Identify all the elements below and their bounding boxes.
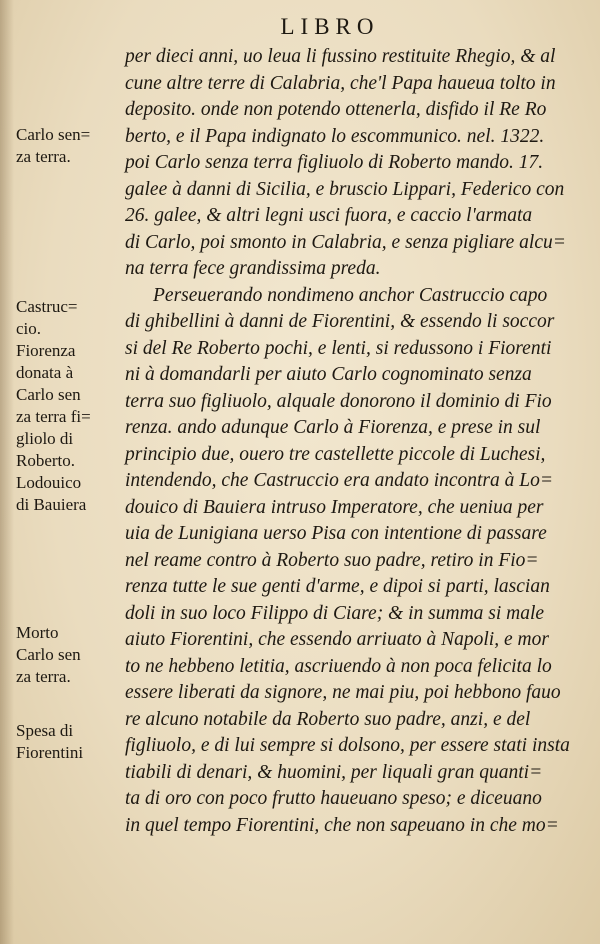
text-line: di Carlo, poi smonto in Calabria, e senza pigliare alcu= (125, 231, 566, 253)
margin-note-line: za terra. (16, 667, 71, 686)
text-line: poi Carlo senza terra figliuolo di Roberto mando. 17. (125, 152, 544, 173)
margin-note-line: Castruc= (16, 297, 78, 316)
margin-note-line: Roberto. (16, 451, 76, 470)
text-line: douico di Bauiera intruso Imperatore, che ueniua per (125, 496, 544, 518)
text-line: galee à danni di Sicilia, e bruscio Lippari, Federico con (125, 178, 565, 200)
margin-note-spesa-fiorentini (16, 720, 83, 764)
text-line: ni à domandarli per aiuto Carlo cognominato senza (125, 364, 532, 385)
text-line: figliuolo, e di lui sempre si dolsono, per essere stati insta (125, 735, 570, 756)
text-line: aiuto Fiorentini, che essendo arriuato à Napoli, e mor (125, 629, 549, 650)
text-line: 26. galee, & altri legni usci fuora, e caccio l'armata (125, 205, 533, 226)
text-line: terra suo figliuolo, alquale donorono il dominio di Fio (125, 390, 552, 412)
margin-note-carlo-senza-terra (16, 124, 90, 168)
margin-note-line: za terra. (16, 147, 71, 166)
text-line: deposito. onde non potendo ottenerla, disfido il Re Ro (125, 99, 547, 120)
margin-note-line: cio. (16, 319, 42, 338)
text-line: di ghibellini à danni de Fiorentini, & essendo li soccor (125, 311, 555, 332)
margin-note-line: Fiorentini (16, 743, 84, 762)
text-line: re alcuno notabile da Roberto suo padre, anzi, e del (125, 708, 531, 730)
text-line: principio due, ouero tre castellette piccole di Luchesi, (125, 443, 546, 465)
running-header: LIBRO (280, 14, 380, 39)
margin-note-line: Lodouico (16, 473, 82, 492)
text-line: per dieci anni, uo leua li fussino restituite Rhegio, & al (125, 46, 556, 67)
margin-note-line: Carlo sen (16, 645, 81, 664)
text-line: nel reame contro à Roberto suo padre, retiro in Fio= (125, 549, 539, 571)
text-line: cune altre terre di Calabria, che'l Papa haueua tolto in (125, 72, 556, 94)
margin-note-line: Spesa di (16, 721, 74, 740)
text-line: intendendo, che Castruccio era andato incontra à Lo= (125, 470, 554, 491)
text-line: berto, e il Papa indignato lo escommunico. nel. 1322. (125, 125, 545, 147)
margin-note-line: Carlo sen (16, 385, 81, 404)
main-text-block (125, 44, 570, 839)
paragraph-start-line: Perseuerando nondimeno anchor Castruccio capo (153, 284, 548, 306)
binding-shadow (0, 0, 14, 944)
text-line: essere liberati da signore, ne mai piu, poi hebbono fauo (125, 682, 561, 703)
text-line: na terra fece grandissima preda. (125, 258, 381, 279)
text-line: in quel tempo Fiorentini, che non sapeuano in che mo= (125, 814, 559, 836)
text-line: si del Re Roberto pochi, e lenti, si redussono i Fiorenti (125, 337, 552, 359)
margin-note-line: di Bauiera (16, 495, 87, 514)
text-line: doli in suo loco Filippo di Ciare; & in summa si male (125, 602, 545, 624)
margin-note-line: za terra fi= (16, 407, 91, 426)
margin-note-line: donata à (16, 363, 74, 382)
text-line: tiabili di denari, & huomini, per liquali gran quanti= (125, 761, 543, 783)
text-line: to ne hebbeno letitia, ascriuendo à non poca felicita lo (125, 655, 552, 677)
margin-note-line: Carlo sen= (16, 125, 91, 144)
margin-note-line: Fiorenza (16, 341, 76, 360)
text-line: ta di oro con poco frutto haueuano speso; e diceuano (125, 788, 542, 809)
margin-note-morto-carlo (16, 622, 81, 688)
margin-note-line: Morto (16, 623, 59, 642)
text-line: renza. ando adunque Carlo à Fiorenza, e prese in sul (125, 417, 541, 438)
text-line: renza tutte le sue genti d'arme, e dipoi si parti, lascian (125, 576, 550, 597)
text-line: uia de Lunigiana uerso Pisa con intentione di passare (125, 523, 547, 544)
margin-note-line: gliolo di (16, 429, 74, 448)
margin-note-castruccio (16, 296, 91, 516)
